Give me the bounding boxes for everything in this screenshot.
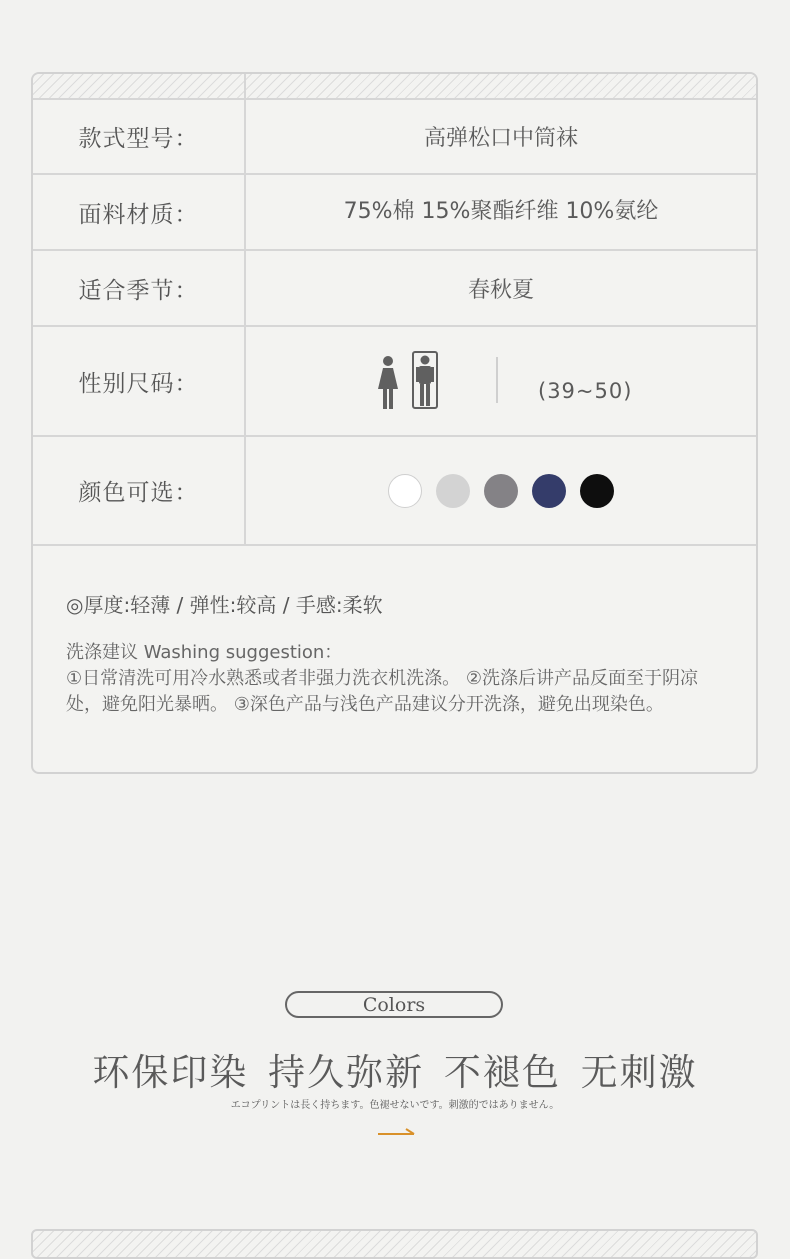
product-properties: ◎厚度:轻薄 / 弹性:较高 / 手感:柔软	[66, 593, 383, 617]
color-swatch-grey[interactable]	[484, 474, 518, 508]
slogan: 环保印染 持久弥新 不褪色 无刺激	[92, 1051, 698, 1094]
spec-row-style	[33, 100, 756, 175]
arrow-right-icon	[378, 1124, 416, 1142]
spec-label: 适合季节：	[78, 277, 199, 304]
color-swatch-light-grey[interactable]	[436, 474, 470, 508]
spec-label: 款式型号：	[78, 126, 199, 152]
washing-text: ①日常清洗可用冷水熟悉或者非强力洗衣机洗涤。 ②洗涤后讲产品反面至于阴凉处，避免阳光暴晒。 ③深色产品与浅色产品建议分开洗涤，避免出现染色。	[66, 668, 698, 715]
spec-table	[31, 72, 758, 774]
spec-label: 面料材质：	[78, 201, 199, 228]
male-icon	[415, 355, 435, 407]
spec-row-colors	[33, 437, 756, 546]
female-icon	[374, 355, 402, 411]
spec-value: 春秋夏	[467, 277, 534, 303]
japanese-subtitle: エコプリントは長く持ちます。色褪せないです。刺激的ではありません。	[230, 1100, 560, 1111]
gender-size-value	[246, 327, 756, 435]
spec-label: 性别尺码：	[78, 370, 199, 397]
spec-value: 75%棉 15%聚酯纤维 10%氨纶	[343, 198, 659, 224]
spec-row-season	[33, 251, 756, 327]
color-swatch-black[interactable]	[580, 474, 614, 508]
table-header-hatch	[33, 74, 756, 100]
color-swatch-navy[interactable]	[532, 474, 566, 508]
next-section-card	[31, 1229, 758, 1259]
spec-value: 高弹松口中筒袜	[423, 126, 578, 151]
spec-label: 颜色可选：	[78, 480, 199, 506]
size-divider	[496, 357, 498, 403]
color-swatch-white[interactable]	[388, 474, 422, 508]
product-notes	[66, 589, 726, 718]
color-swatch-list	[246, 437, 756, 544]
male-icon-selected-frame[interactable]	[412, 351, 438, 409]
washing-title: 洗涤建议 Washing suggestion：	[66, 642, 343, 663]
colors-badge: Colors	[285, 991, 503, 1018]
size-range: (39~50)	[538, 379, 633, 403]
spec-row-material	[33, 175, 756, 251]
spec-row-gender-size	[33, 327, 756, 437]
